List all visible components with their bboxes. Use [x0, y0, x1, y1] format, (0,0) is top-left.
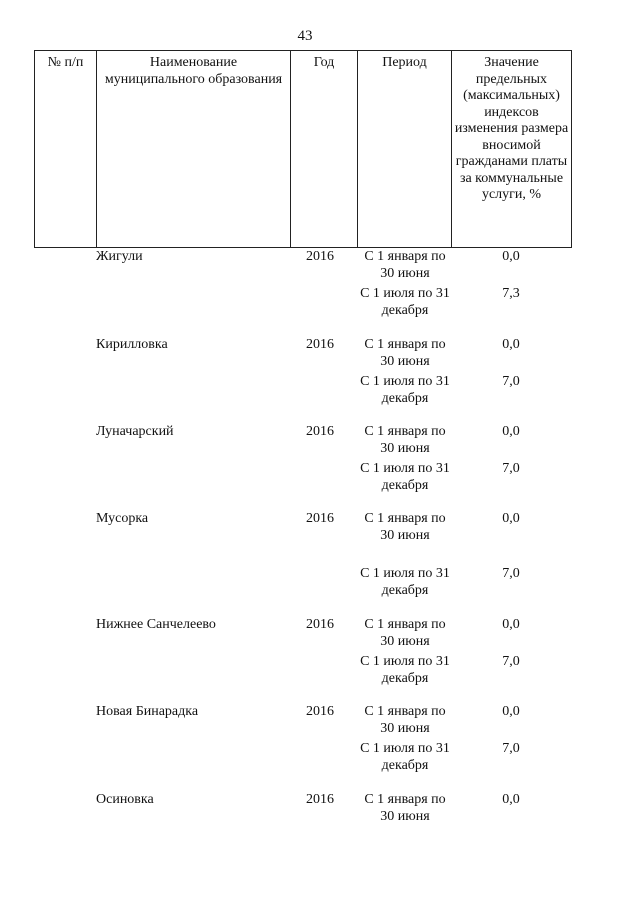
index-value-first-half: 0,0: [502, 704, 520, 719]
municipality-name: Нижнее Санчелеево: [96, 617, 216, 632]
municipality-name: Кирилловка: [96, 337, 168, 352]
column-header-period: Период: [358, 51, 452, 248]
index-value-first-half: 0,0: [502, 511, 520, 526]
index-value-first-half: 0,0: [502, 617, 520, 632]
column-header-name: Наименование муниципального образования: [97, 51, 291, 248]
year-cell: 2016: [306, 337, 334, 352]
period-second-half: С 1 июля по 31 декабря: [360, 461, 450, 493]
period-first-half: С 1 января по 30 июня: [364, 337, 446, 369]
municipality-name: Новая Бинарадка: [96, 704, 199, 719]
municipality-name: Жигули: [96, 249, 143, 264]
period-first-half: С 1 января по 30 июня: [364, 704, 446, 736]
index-value-first-half: 0,0: [502, 249, 520, 264]
index-value-second-half: 7,0: [502, 654, 520, 669]
period-second-half: С 1 июля по 31 декабря: [360, 654, 450, 686]
index-value-first-half: 0,0: [502, 792, 520, 807]
index-value-first-half: 0,0: [502, 337, 520, 352]
year-cell: 2016: [306, 792, 334, 807]
index-value-second-half: 7,0: [502, 741, 520, 756]
period-second-half: С 1 июля по 31 декабря: [360, 566, 450, 598]
period-first-half: С 1 января по 30 июня: [364, 792, 446, 824]
period-first-half: С 1 января по 30 июня: [364, 511, 446, 543]
table-header: [34, 50, 572, 248]
index-value-second-half: 7,3: [502, 286, 520, 301]
column-header-index-value: Значение предельных (максимальных) индексов изменения размера вносимой гражданами платы за коммунальные услуги, %: [452, 51, 572, 248]
index-value-second-half: 7,0: [502, 566, 520, 581]
period-first-half: С 1 января по 30 июня: [364, 249, 446, 281]
year-cell: 2016: [306, 249, 334, 264]
period-first-half: С 1 января по 30 июня: [364, 617, 446, 649]
index-value-second-half: 7,0: [502, 461, 520, 476]
municipality-name: Осиновка: [96, 792, 154, 807]
period-second-half: С 1 июля по 31 декабря: [360, 286, 450, 318]
index-value-first-half: 0,0: [502, 424, 520, 439]
municipality-name: Луначарский: [96, 424, 174, 439]
column-header-year: Год: [291, 51, 358, 248]
municipality-name: Мусорка: [96, 511, 149, 526]
index-value-second-half: 7,0: [502, 374, 520, 389]
period-first-half: С 1 января по 30 июня: [364, 424, 446, 456]
period-second-half: С 1 июля по 31 декабря: [360, 374, 450, 406]
page-number: 43: [297, 28, 313, 44]
column-header-number: № п/п: [35, 51, 97, 248]
year-cell: 2016: [306, 424, 334, 439]
period-second-half: С 1 июля по 31 декабря: [360, 741, 450, 773]
year-cell: 2016: [306, 511, 334, 526]
year-cell: 2016: [306, 617, 334, 632]
year-cell: 2016: [306, 704, 334, 719]
